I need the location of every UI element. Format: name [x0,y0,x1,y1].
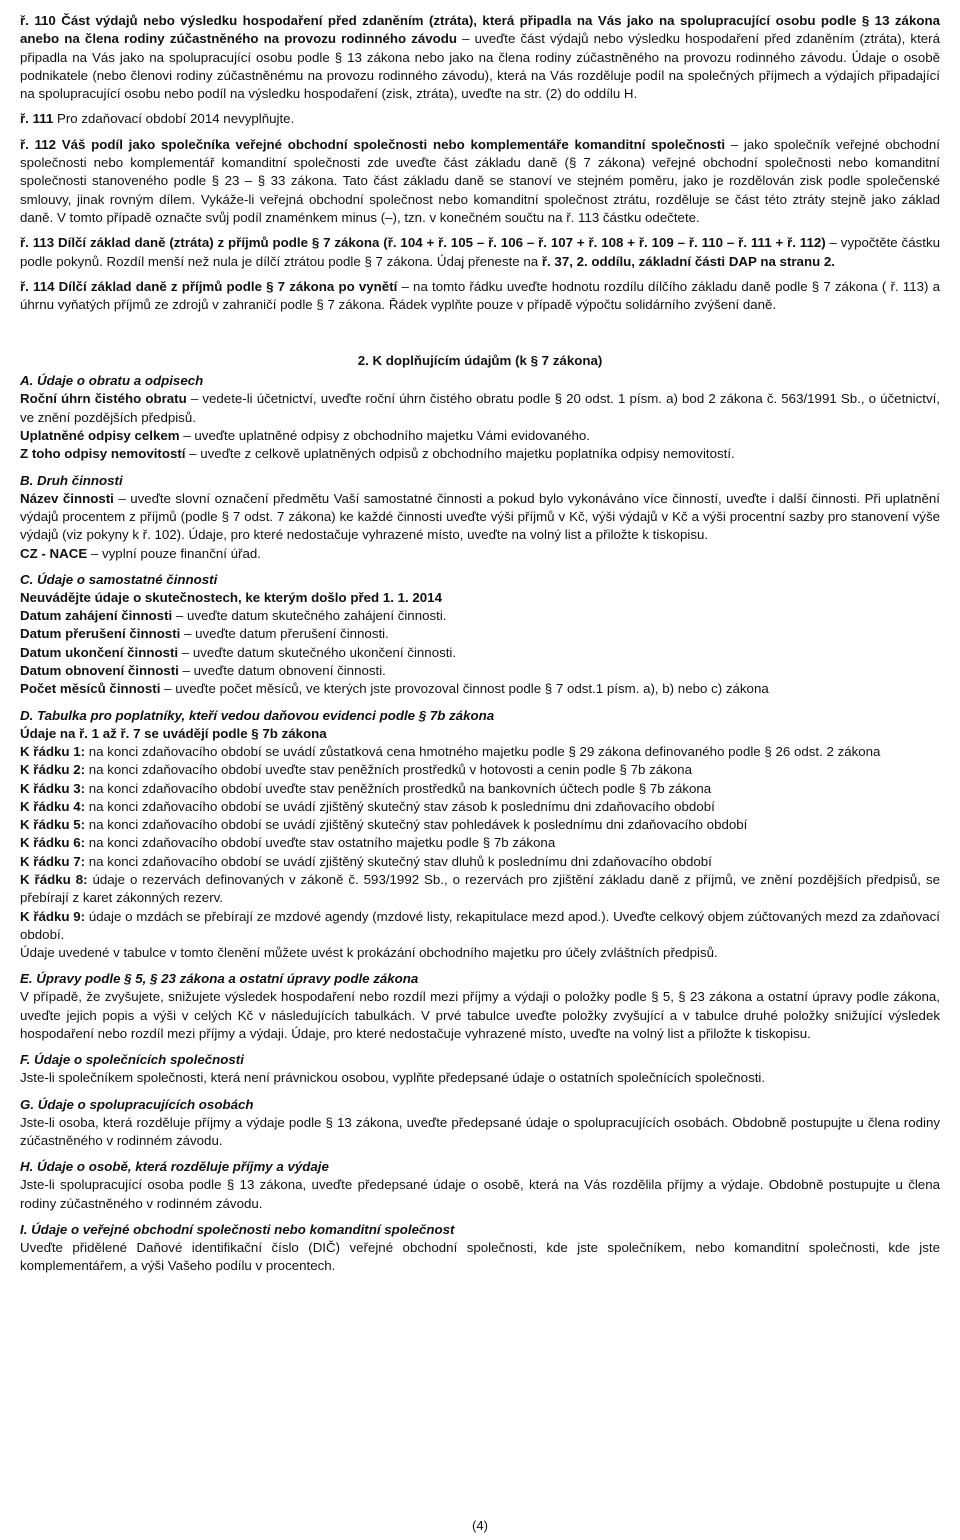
row-112-text: – jako společník veřejné obchodní společnosti nebo komplementář komanditní společnosti zde uveďte část základu daně (§ 7 zákona) veřejné obchodní společnosti nebo komanditní společnosti stanoveného podle § 23 – § 33 zákona. Tato část základu daně se stanoví ve stejném poměru, jako je rozdělován zisk podle společenské smlouvy, jinak rovným dílem. Vykáže-li veřejná obchodní společnost nebo komanditní společnost ztrátu, rozděluje se část této ztráty stejně jako základ daně. V tomto případě označte svůj podíl znaménkem minus (–), tzn. v konečném součtu na ř. 113 částku odečtete. [20,136,940,225]
row-113-paragraph [20,234,940,271]
row-114-text: – na tomto řádku uveďte hodnotu rozdílu dílčího základu daně podle § 7 zákona ( ř. 113) a úhrnu vyňatých příjmů ze zdrojů v zahraničí podle § 7 zákona. Řádek vyplňte pouze v případě výpočtu solidárního zvýšení daně. [20,278,940,313]
section-d-row-label: K řádku 5: [20,817,86,833]
page-number: (4) [472,1518,488,1533]
row-114-paragraph [20,278,940,315]
section-b-item-text: – uveďte slovní označení předmětu Vaší samostatné činnosti a pokud bylo vykonáváno více činností, uveďte i další činnosti. Při uplatnění výdajů procentem z příjmů (podle § 7 odst. 7 zákona) ke každé činnosti uveďte výši příjmů v Kč, výši výdajů v Kč a výši procentní sazby pro stanovení výše výdajů (viz pokyny k ř. 102). Údaje, pro které nedostačuje vyhrazené místo, uveďte na volný list a přiložte k tiskopisu. [20,490,940,543]
section-d-subtitle [20,725,940,743]
section-c-item [20,625,940,643]
section-c-item [20,662,940,680]
section-d-title: D. Tabulka pro poplatníky, kteří vedou daňovou evidenci podle § 7b zákona [20,707,495,723]
section-b-item-label: Název činnosti [20,490,114,506]
section-h-text: Jste-li spolupracující osoba podle § 13 zákona, uveďte předepsané údaje o osobě, která na Vás rozdělila příjmy a výdaje. Obdobně postupujte u člena rodiny zúčastněného v rodinném závodu. [20,1177,940,1211]
section-d-note: Údaje uvedené v tabulce v tomto členění můžete uvést k prokázání obchodního majetku pro účely zvláštních předpisů. [20,945,718,961]
section-c-subtitle-text: Neuvádějte údaje o skutečnostech, ke kterým došlo před 1. 1. 2014 [20,589,442,605]
section-c-item-text: – uveďte počet měsíců, ve kterých jste provozoval činnost podle § 7 odst.1 písm. a), b) nebo c) zákona [160,681,769,697]
section-d-row-note [20,834,940,852]
row-113-text: – vypočtěte částku podle pokynů. Rozdíl menší než nula je dílčí ztrátou podle § 7 zákona. Údaj přeneste na [20,235,940,269]
section-b-item-label: CZ - NACE [20,545,88,561]
section-d-row-text: na konci zdaňovacího období uveďte stav ostatního majetku podle § 7b zákona [85,835,556,851]
section-d-row-note [20,871,940,908]
section-d-row-text: na konci zdaňovacího období se uvádí zůstatková cena hmotného majetku podle § 29 zákona definovaného podle § 26 odst. 2 zákona [85,743,881,759]
section-d-row-note [20,908,940,945]
section-d-row-text: na konci zdaňovacího období se uvádí zjištěný skutečný stav zásob k poslednímu dni zdaňovacího období [85,798,715,814]
section-b-item-text: – vyplní pouze finanční úřad. [87,545,261,561]
section-d-row-label: K řádku 3: [20,780,86,796]
section-d-row-note [20,780,940,798]
section-i-title: I. Údaje o veřejné obchodní společnosti nebo komanditní společnost [20,1221,455,1237]
document-page [20,12,940,1275]
section-d-row-text: na konci zdaňovacího období se uvádí zjištěný skutečný stav pohledávek k poslednímu dni zdaňovacího období [85,817,748,833]
section-d-row-label: K řádku 8: [20,871,88,887]
section-b-item [20,545,940,563]
section-d-row-note [20,798,940,816]
row-111-paragraph [20,110,940,128]
row-111-text: Pro zdaňovací období 2014 nevyplňujte. [53,111,295,127]
row-114-heading: ř. 114 Dílčí základ daně z příjmů podle § 7 zákona po vynětí [20,278,398,294]
section-d-row-text: údaje o mzdách se přebírají ze mzdové agendy (mzdové listy, rekapitulace mezd apod.). Uveďte celkový objem zúčtovaných mezd za zdaňovací období. [20,908,940,942]
row-111-heading: ř. 111 [20,111,54,127]
section-d-row-label: K řádku 4: [20,798,86,814]
section-c-item-text: – uveďte datum skutečného zahájení činnosti. [172,608,447,624]
section-d-row-note [20,743,940,761]
section-b-item [20,490,940,545]
section-c-item [20,607,940,625]
section-c-subtitle [20,589,940,607]
section-a-item-text: – vedete-li účetnictví, uveďte roční úhrn čistého obratu podle § 20 odst. 1 písm. a) bod 2 zákona č. 563/1991 Sb., o účetnictví, ve znění pozdějších předpisů. [20,391,940,425]
section-a-item [20,427,940,445]
section-d-row-note [20,761,940,779]
section-a-item-text: – uveďte z celkově uplatněných odpisů z obchodního majetku poplatníka odpisy nemovitostí. [185,446,735,462]
section-c-title: C. Údaje o samostatné činnosti [20,571,218,587]
section-c-item-label: Datum zahájení činnosti [20,608,173,624]
section-d-row-note [20,853,940,871]
section-c-item-label: Datum obnovení činnosti [20,663,179,679]
section-e-title: E. Úpravy podle § 5, § 23 zákona a ostatní úpravy podle zákona [20,971,419,987]
section-c-item-text: – uveďte datum obnovení činnosti. [178,663,386,679]
section-d-row-label: K řádku 7: [20,853,86,869]
section-d-row-label: K řádku 9: [20,908,86,924]
section-d-row-note [20,816,940,834]
section-a-item [20,390,940,427]
section-c-item-label: Datum přerušení činnosti [20,626,181,642]
section-b-title: B. Druh činnosti [20,472,123,488]
section-d-row-label: K řádku 6: [20,835,86,851]
row-110-text: – uveďte část výdajů nebo výsledku hospodaření před zdaněním (ztráta), která připadla na Vás jako na spolupracující osobu podle § 13 zákona nebo jako na člena rodiny zúčastněného na provozu rodinného závodu. Údaje o osobě podnikatele (nebo členovi rodiny zúčastněnému na provozu rodinného závodu), která na Vás rozděluje podíl na společných příjmech a výdajích připadající na spolupracující osobu nebo podíl na výsledku hospodaření (zisk, ztráta), uveďte na str. (2) do oddílu H. [20,31,940,102]
section-d-subtitle-text: Údaje na ř. 1 až ř. 7 se uvádějí podle § 7b zákona [20,725,327,741]
section-f-title: F. Údaje o společnících společnosti [20,1052,244,1068]
section-c-item-label: Počet měsíců činnosti [20,681,161,697]
section-i-text: Uveďte přidělené Daňové identifikační číslo (DIČ) veřejné obchodní společnosti, kde jste společníkem, nebo komanditní společnosti, kde jste komplementářem, a výši Vašeho podílu v procentech. [20,1239,940,1274]
section-d-row-label: K řádku 1: [20,743,86,759]
row-113-heading: ř. 113 Dílčí základ daně (ztráta) z příjmů podle § 7 zákona (ř. 104 + ř. 105 – ř. 106 – ř. 107 + ř. 108 + ř. 109 – ř. 110 – ř. 111 + ř. 112) [20,235,826,251]
section-2-title: 2. K doplňujícím údajům (k § 7 zákona) [357,353,603,369]
row-110-heading: ř. 110 Část výdajů nebo výsledku hospodaření před zdaněním (ztráta), která připadla na Vás jako na spolupracující osobu podle § 13 zákona anebo na člena rodiny zúčastněného na provozu rodinného závodu [20,13,940,47]
section-d-row-label: K řádku 2: [20,762,86,778]
section-a-item-label: Uplatněné odpisy celkem [20,428,180,444]
section-a-item-text: – uveďte uplatněné odpisy z obchodního majetku Vámi evidovaného. [179,428,590,444]
section-c-item-text: – uveďte datum přerušení činnosti. [180,626,389,642]
row-112-heading: ř. 112 Váš podíl jako společníka veřejné obchodní společnosti nebo komplementáře komanditní společnosti [20,136,726,152]
section-h-title: H. Údaje o osobě, která rozděluje příjmy a výdaje [20,1159,329,1175]
section-g-text: Jste-li osoba, která rozděluje příjmy a výdaje podle § 13 zákona, uveďte předepsané údaje o spolupracujících osobách. Obdobně postupujte u člena rodiny zúčastněného v rodinném závodu. [20,1114,940,1148]
section-d-row-text: na konci zdaňovacího období se uvádí zjištěný skutečný stav dluhů k poslednímu dni zdaňovacího období [85,853,712,869]
section-a-item-label: Z toho odpisy nemovitostí [20,446,186,462]
section-f-text: Jste-li společníkem společnosti, která není právnickou osobou, vyplňte předepsané údaje o ostatních společnících společnosti. [20,1070,766,1086]
section-d-row-text: na konci zdaňovacího období uveďte stav peněžních prostředků na bankovních účtech podle § 7b zákona [85,780,712,796]
row-113-tail: ř. 37, 2. oddílu, základní části DAP na stranu 2. [541,253,835,269]
row-110-paragraph [20,12,940,103]
section-c-item-label: Datum ukončení činnosti [20,644,179,660]
section-c-item [20,680,940,698]
row-112-paragraph [20,136,940,227]
section-a-title: A. Údaje o obratu a odpisech [20,373,204,389]
section-c-item-text: – uveďte datum skutečného ukončení činnosti. [178,644,457,660]
section-e-text: V případě, že zvyšujete, snižujete výsledek hospodaření nebo rozdíl mezi příjmy a výdaji o položky podle § 5, § 23 zákona a ostatní úpravy podle zákona, uveďte jejich popis a výši v celých Kč v následujících tabulkách. V prvé tabulce uveďte položky zvyšující a v tabulce druhé položky snižující výsledek hospodaření nebo rozdíl mezi příjmy a výdaji. Údaje, pro které nedostačuje vyhrazené místo, uveďte na volný list a přiložte k tiskopisu. [20,989,940,1042]
section-d-row-text: údaje o rezervách definovaných v zákoně č. 593/1992 Sb., o rezervách pro zjištění základu daně z příjmů, ve znění pozdějších předpisů, se přebírají z karet zákonných rezerv. [20,871,940,906]
section-a-item [20,445,940,463]
section-d-row-text: na konci zdaňovacího období uveďte stav peněžních prostředků v hotovosti a cenin podle § 7b zákona [85,762,692,778]
section-g-title: G. Údaje o spolupracujících osobách [20,1096,254,1112]
section-c-item [20,644,940,662]
section-a-item-label: Roční úhrn čistého obratu [20,391,187,407]
